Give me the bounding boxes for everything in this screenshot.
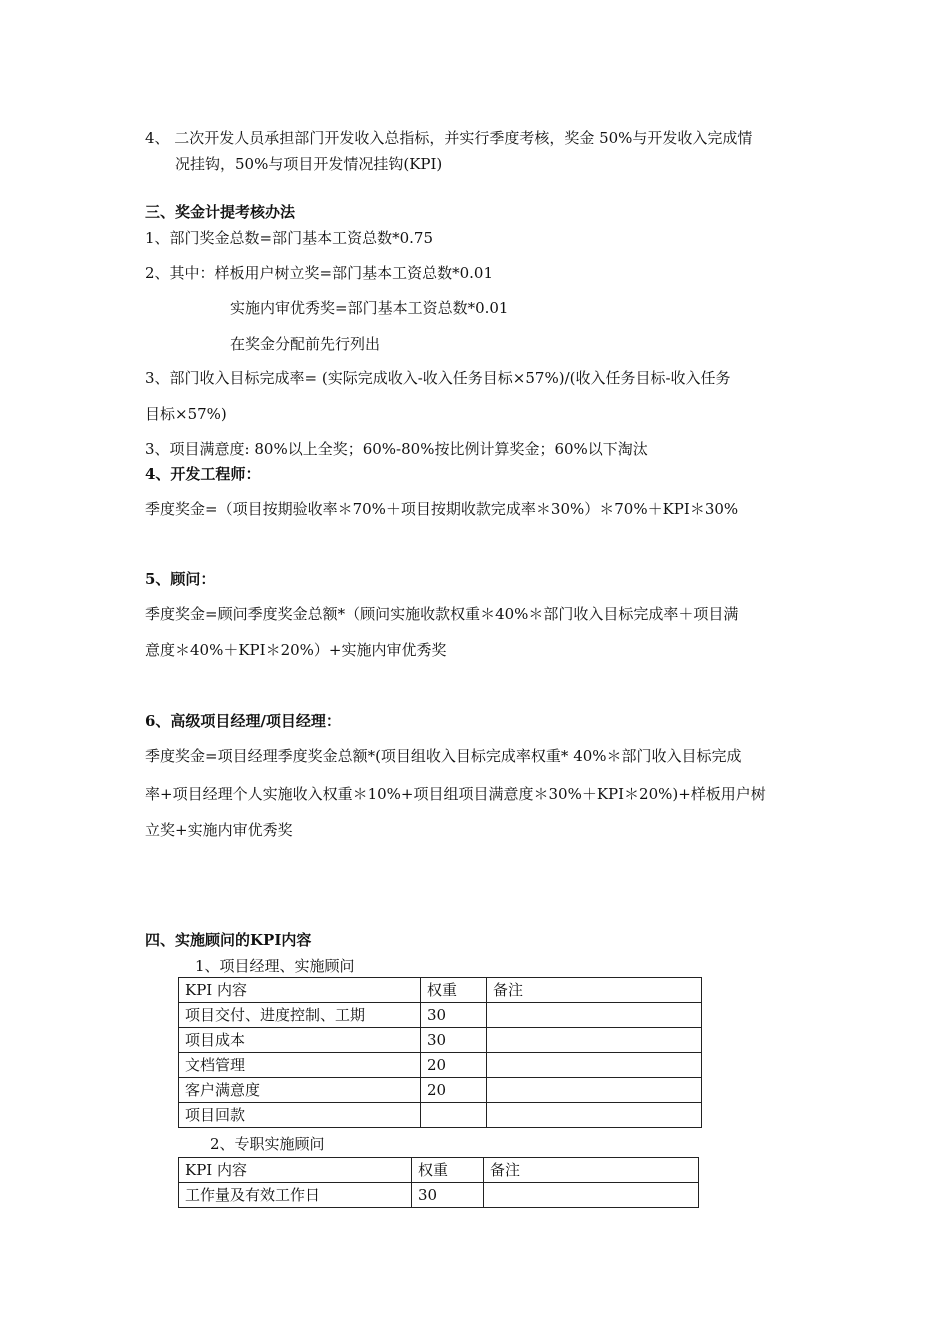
table-row <box>179 1053 702 1078</box>
table-row <box>179 1028 702 1053</box>
kpi-cell: 文档管理 <box>179 1053 421 1078</box>
table1-caption: 1、项目经理、实施顾问 <box>195 957 355 975</box>
table-header-row <box>179 978 702 1003</box>
remark-cell <box>484 1183 699 1208</box>
weight-cell <box>421 1103 487 1128</box>
table-header-row <box>179 1158 699 1183</box>
kpi-table-advisor <box>178 1157 699 1208</box>
header-cell-kpi: KPI 内容 <box>179 1158 412 1183</box>
dev-engineer-heading: 4、开发工程师： <box>145 465 261 483</box>
section-3-heading: 三、奖金计提考核办法 <box>145 203 296 221</box>
header-cell-remark: 备注 <box>484 1158 699 1183</box>
weight-cell: 20 <box>421 1053 487 1078</box>
remark-cell <box>487 1103 702 1128</box>
item-2-award: 实施内审优秀奖=部门基本工资总数*0.01 <box>230 299 509 317</box>
header-cell-kpi: KPI 内容 <box>179 978 421 1003</box>
kpi-cell: 工作量及有效工作日 <box>179 1183 412 1208</box>
kpi-cell: 项目回款 <box>179 1103 421 1128</box>
pm-formula-line3: 立奖+实施内审优秀奖 <box>145 821 293 839</box>
remark-cell <box>487 1053 702 1078</box>
item-2: 2、其中：样板用户树立奖=部门基本工资总数*0.01 <box>145 264 494 282</box>
header-cell-weight: 权重 <box>412 1158 484 1183</box>
weight-cell: 30 <box>412 1183 484 1208</box>
kpi-cell: 客户满意度 <box>179 1078 421 1103</box>
remark-cell <box>487 1028 702 1053</box>
paragraph-4-line2: 况挂钩，50%与项目开发情况挂钩(KPI) <box>175 155 443 173</box>
advisor-heading: 5、顾问： <box>145 570 216 588</box>
table-row <box>179 1183 699 1208</box>
paragraph-4-line1: 4、 二次开发人员承担部门开发收入总指标，并实行季度考核，奖金 50%与开发收入完成情 <box>145 129 753 147</box>
item-3-line1: 3、部门收入目标完成率= (实际完成收入-收入任务目标×57%)/(收入任务目标-收入任务 <box>145 369 731 387</box>
table-row <box>179 1078 702 1103</box>
item-3-line2: 目标×57%) <box>145 405 227 423</box>
header-cell-remark: 备注 <box>487 978 702 1003</box>
advisor-formula-line1: 季度奖金=顾问季度奖金总额*（顾问实施收款权重＊40%＊部门收入目标完成率＋项目满 <box>145 605 739 623</box>
remark-cell <box>487 1078 702 1103</box>
item-3-satisfaction: 3、项目满意度: 80%以上全奖；60%-80%按比例计算奖金；60%以下淘汰 <box>145 440 648 458</box>
kpi-cell: 项目成本 <box>179 1028 421 1053</box>
advisor-formula-line2: 意度＊40%＋KPI＊20%）+实施内审优秀奖 <box>145 641 447 659</box>
pm-formula-line2: 率+项目经理个人实施收入权重＊10%+项目组项目满意度＊30%＋KPI＊20%)+样板用户树 <box>145 785 766 803</box>
weight-cell: 30 <box>421 1028 487 1053</box>
dev-engineer-formula: 季度奖金=（项目按期验收率＊70%＋项目按期收款完成率＊30%）＊70%＋KPI＊30% <box>145 500 739 518</box>
item-1: 1、部门奖金总数=部门基本工资总数*0.75 <box>145 229 434 247</box>
pm-heading: 6、高级项目经理/项目经理： <box>145 712 341 730</box>
table-row <box>179 1103 702 1128</box>
table2-caption: 2、专职实施顾问 <box>210 1135 325 1153</box>
kpi-cell: 项目交付、进度控制、工期 <box>179 1003 421 1028</box>
section-4-heading: 四、实施顾问的KPI内容 <box>145 931 312 949</box>
remark-cell <box>487 1003 702 1028</box>
weight-cell: 30 <box>421 1003 487 1028</box>
item-2-note: 在奖金分配前先行列出 <box>230 335 381 353</box>
pm-formula-line1: 季度奖金=项目经理季度奖金总额*(项目组收入目标完成率权重* 40%＊部门收入目标完成 <box>145 747 742 765</box>
header-cell-weight: 权重 <box>421 978 487 1003</box>
weight-cell: 20 <box>421 1078 487 1103</box>
kpi-table-pm <box>178 977 702 1128</box>
table-row <box>179 1003 702 1028</box>
